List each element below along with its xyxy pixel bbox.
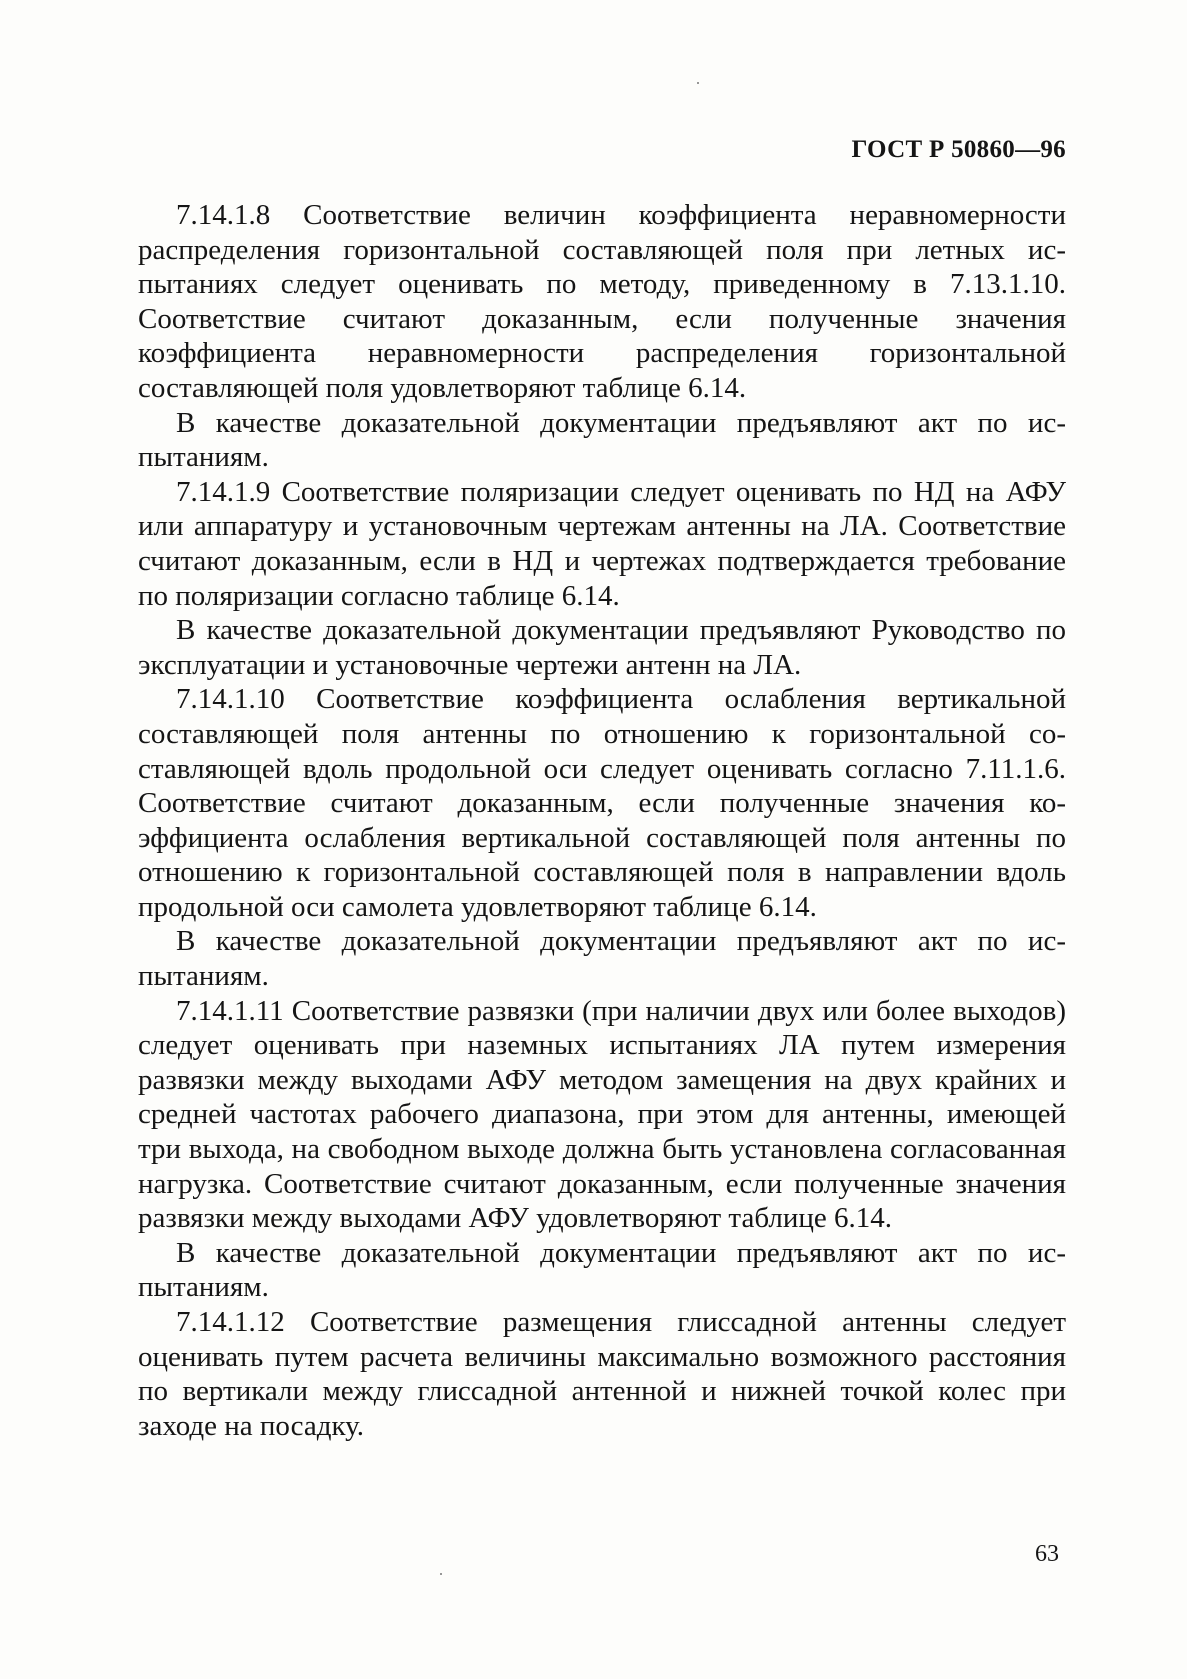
- page-number: 63: [1035, 1541, 1059, 1567]
- scan-speck: [440, 1573, 442, 1575]
- paragraph-evidence-1: В качестве доказательной документации предъявляют акт по испытаниям.: [138, 406, 1066, 474]
- paragraph-7-14-1-9: 7.14.1.9 Соответствие поляризации следует оценивать по НД на АФУ или аппаратуру и установочным чертежам антенны на ЛА. Соответствие считают доказанным, если в НД и чертежах подтверждается требование по поляризации согласно таблице 6.14.: [138, 475, 1066, 612]
- paragraph-7-14-1-11: 7.14.1.11 Соответствие развязки (при наличии двух или более выходов) следует оценивать при наземных испытаниях ЛА путем измерения развязки между выходами АФУ методом замещения на двух крайних и средней частотах рабочего диапазона, при этом для антенны, имеющей три выхода, на свободном выходе должна быть установлена согласованная нагрузка. Соответствие считают доказанным, если полученные значения развязки между выходами АФУ удовлетворяют таблице 6.14.: [138, 994, 1066, 1235]
- scan-speck: [697, 82, 699, 84]
- paragraph-7-14-1-10: 7.14.1.10 Соответствие коэффициента ослабления вертикальной составляющей поля антенны по отношению к горизонтальной составляющей вдоль продольной оси следует оценивать согласно 7.11.1.6. Соответствие считают доказанным, если полученные значения коэффициента ослабления вертикальной составляющей поля антенны по отношению к горизонтальной составляющей поля в направлении вдоль продольной оси самолета удовлетворяют таблице 6.14.: [138, 683, 1066, 923]
- paragraph-evidence-2: В качестве доказательной документации предъявляют Руководство по эксплуатации и установочные чертежи антенн на ЛА.: [138, 614, 1066, 681]
- paragraph-evidence-4: В качестве доказательной документации предъявляют акт по испытаниям.: [138, 1236, 1066, 1304]
- standard-designation: ГОСТ Р 50860—96: [851, 136, 1066, 163]
- paragraph-7-14-1-12: 7.14.1.12 Соответствие размещения глиссадной антенны следует оценивать путем расчета величины максимально возможного расстояния по вертикали между глиссадной антенной и нижней точкой колес при заходе на посадку.: [138, 1306, 1066, 1442]
- paragraph-7-14-1-8: 7.14.1.8 Соответствие величин коэффициента неравномерности распределения горизонтальной составляющей поля при летных испытаниях следует оценивать по методу, приведенному в 7.13.1.10. Соответствие считают доказанным, если полученные значения коэффициента неравномерности распределения горизонтальной составляющей поля удовлетворяют таблице 6.14.: [138, 199, 1066, 404]
- document-body: [138, 198, 1066, 1443]
- paragraph-evidence-3: В качестве доказательной документации предъявляют акт по испытаниям.: [138, 925, 1066, 993]
